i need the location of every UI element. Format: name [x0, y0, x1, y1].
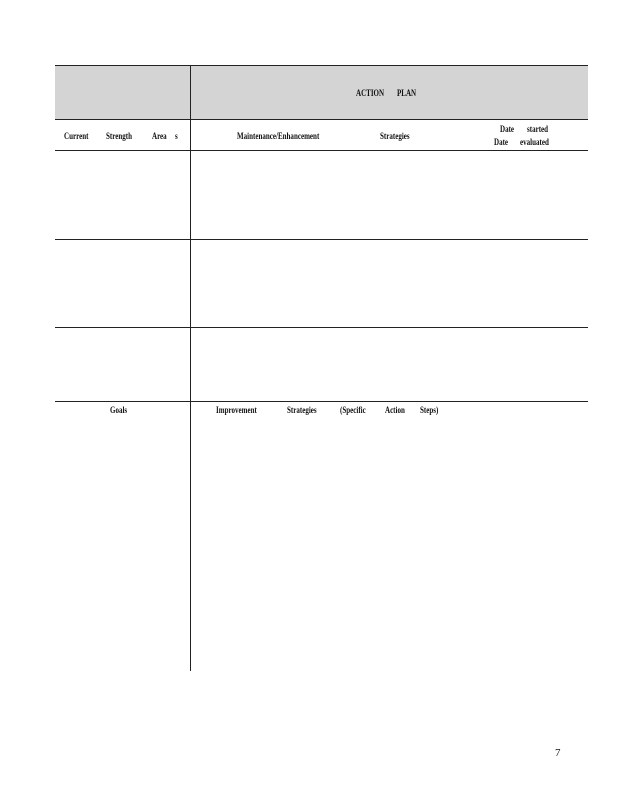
improvement-word5: Steps): [420, 405, 439, 415]
col-area: Area: [152, 131, 167, 141]
rule-header-bottom: [55, 119, 588, 120]
col-date-evaluated-2: evaluated: [520, 137, 549, 147]
action-title-word2: PLAN: [397, 88, 417, 98]
column-divider: [190, 65, 191, 671]
rule-row3-bottom: [55, 401, 588, 402]
page-number: 7: [555, 747, 561, 759]
col-strength: Strength: [106, 131, 133, 141]
col-current: Current: [64, 131, 89, 141]
col-area-s: s: [175, 131, 178, 141]
col-strategies: Strategies: [380, 131, 410, 141]
rule-row2-bottom: [55, 327, 588, 328]
improvement-word1: Improvement: [216, 405, 257, 415]
header-band-right: [191, 66, 588, 119]
improvement-word3: (Specific: [340, 405, 366, 415]
rule-columns-bottom: [55, 150, 588, 151]
col-maintenance: Maintenance/Enhancement: [237, 131, 320, 141]
header-band-left: [55, 66, 190, 119]
improvement-word4: Action: [385, 405, 405, 415]
col-date-started-1: Date: [500, 124, 515, 134]
goals-label: Goals: [110, 405, 128, 415]
action-title-word1: ACTION: [356, 88, 385, 98]
col-date-started-2: started: [527, 124, 549, 134]
rule-row1-bottom: [55, 239, 588, 240]
rule-top: [55, 65, 588, 66]
improvement-word2: Strategies: [287, 405, 317, 415]
col-date-evaluated-1: Date: [494, 137, 509, 147]
